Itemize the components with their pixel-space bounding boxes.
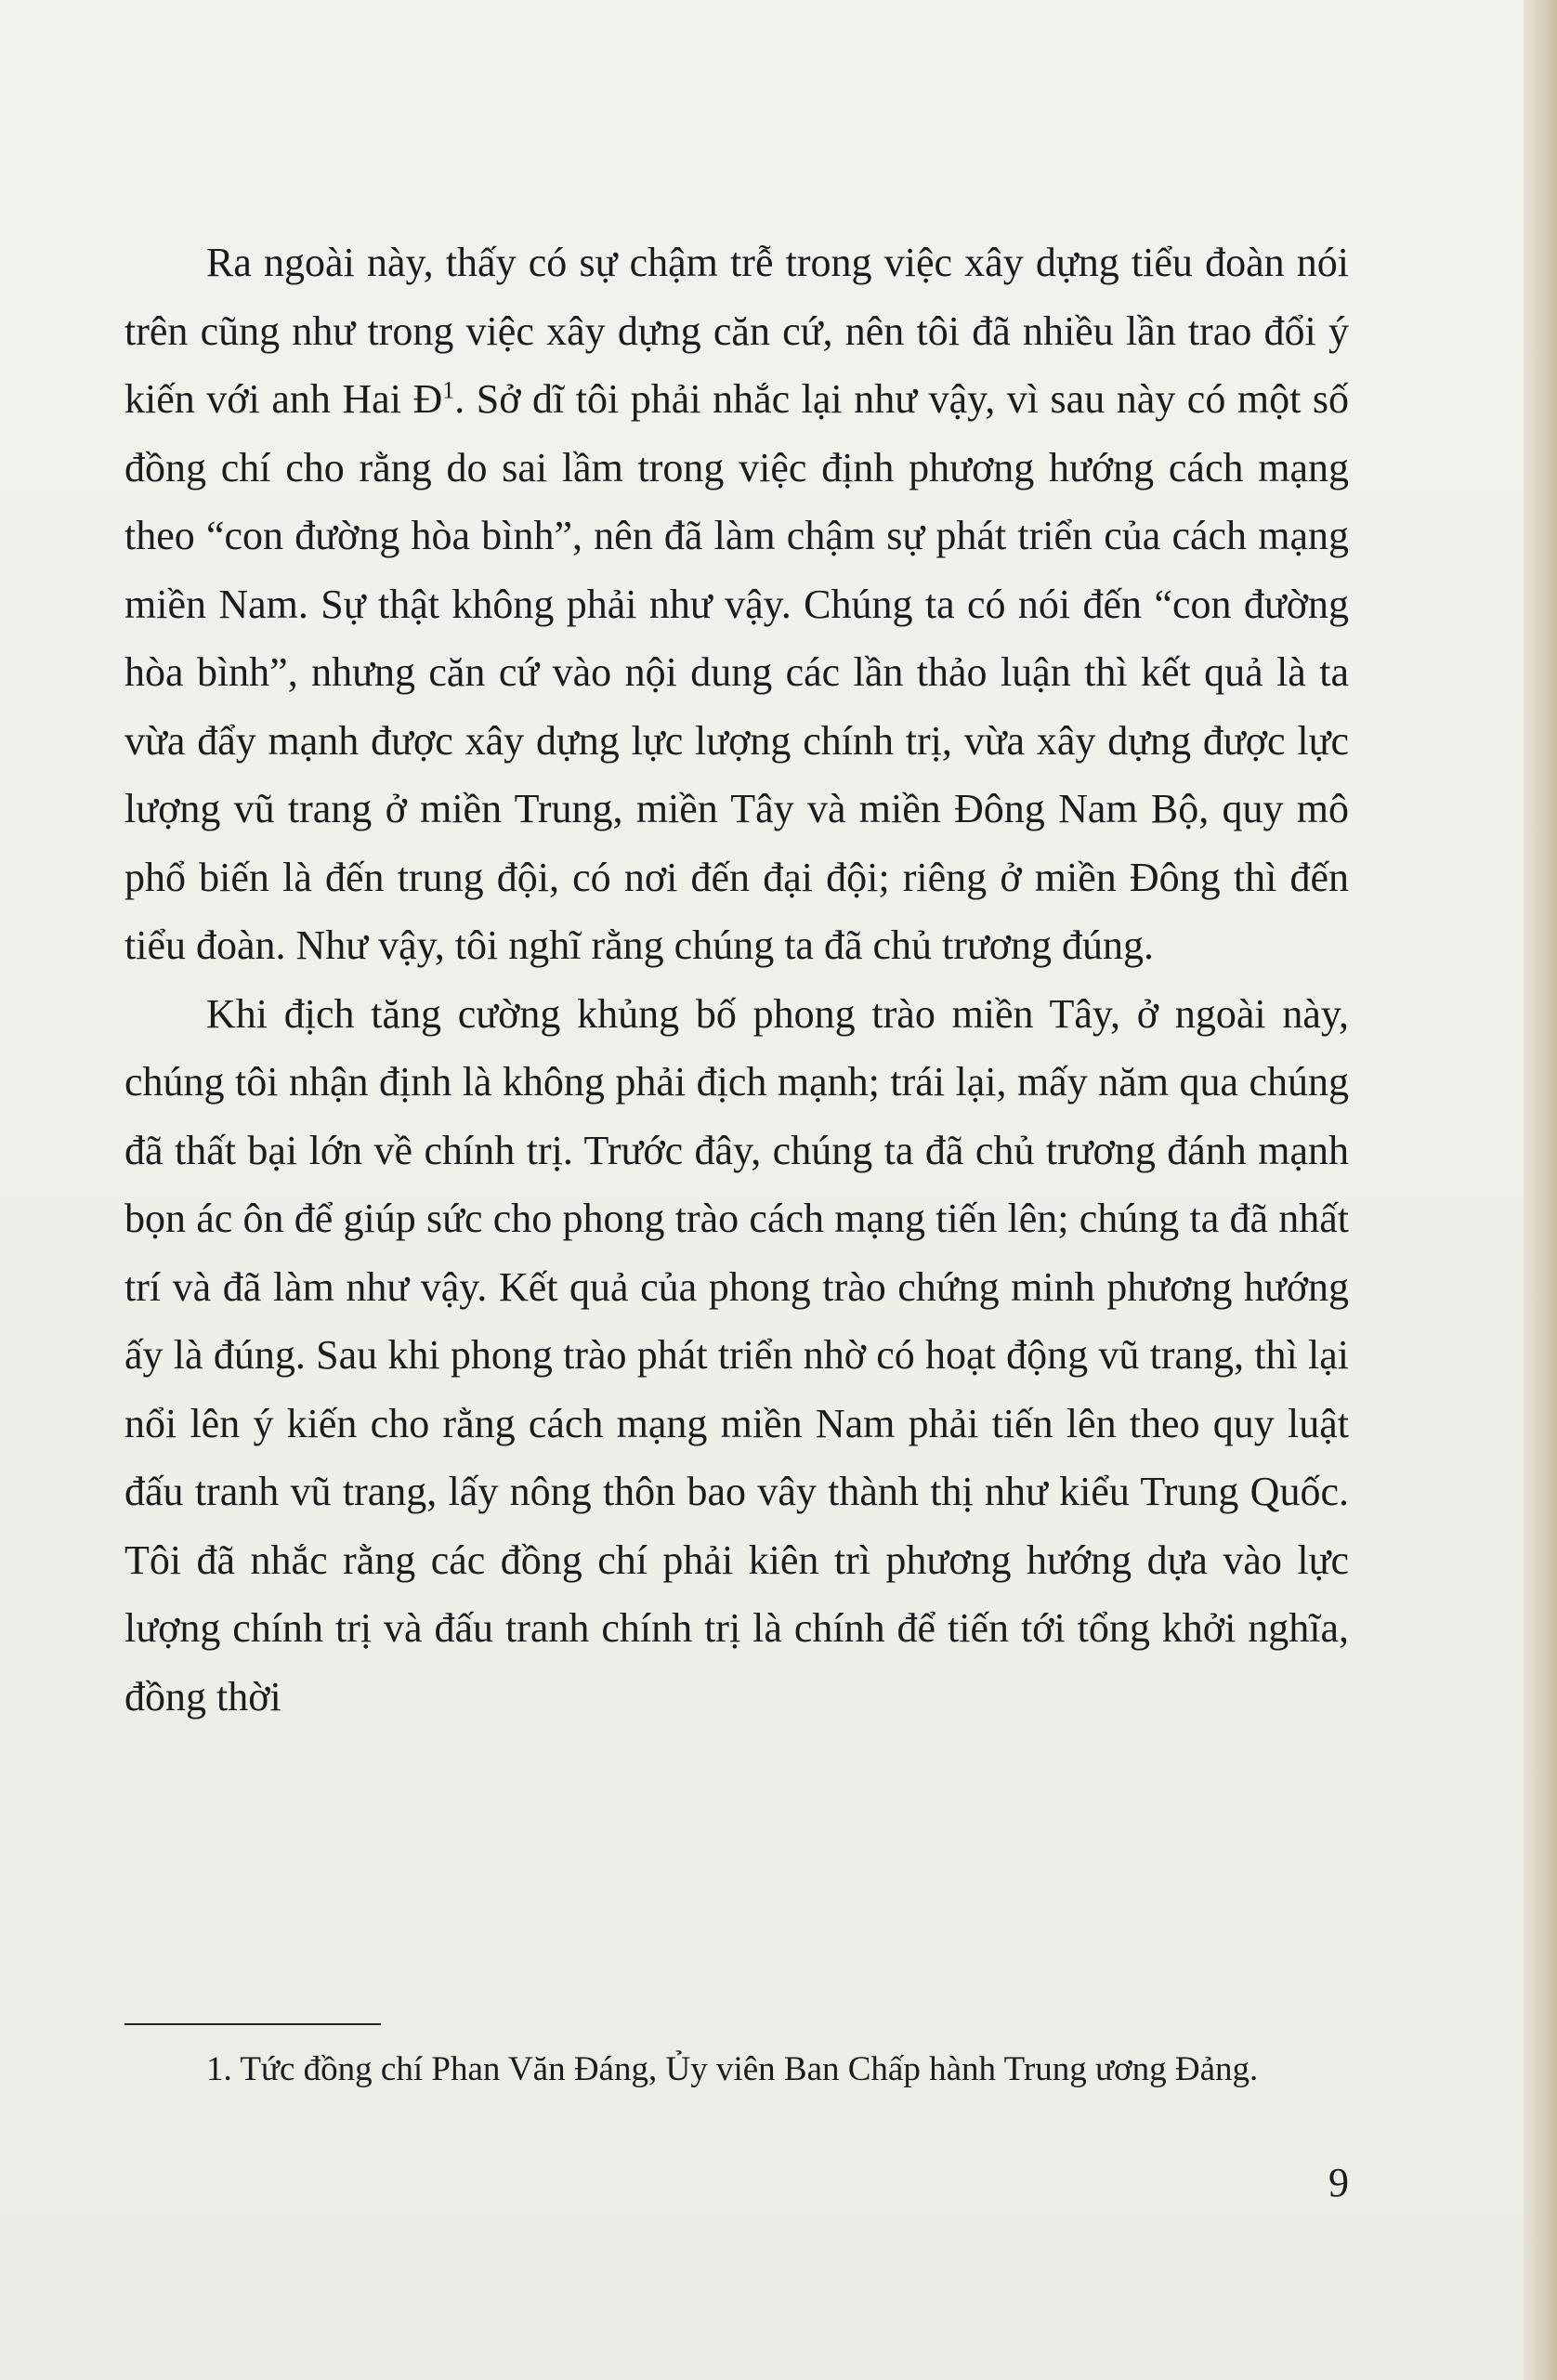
footnote: 1. Tức đồng chí Phan Văn Đáng, Ủy viên Ban Chấp hành Trung ương Đảng. <box>206 2050 1259 2088</box>
paragraph-1-text-a: Ra ngoài này, thấy có sự chậm trễ trong việc xây dựng tiểu đoàn nói trên cũng như trong việc xây dựng căn cứ, nên tôi đã nhiều lần trao đổi ý kiến với anh Hai Đ <box>124 240 1349 422</box>
footnote-divider <box>124 2023 381 2025</box>
paragraph-2: Khi địch tăng cường khủng bố phong trào miền Tây, ở ngoài này, chúng tôi nhận định là không phải địch mạnh; trái lại, mấy năm qua chúng đã thất bại lớn về chính trị. Trước đây, chúng ta đã chủ trương đánh mạnh bọn ác ôn để giúp sức cho phong trào cách mạng tiến lên; chúng ta đã nhất trí và đã làm như vậy. Kết quả của phong trào chứng minh phương hướng ấy là đúng. Sau khi phong trào phát triển nhờ có hoạt động vũ trang, thì lại nổi lên ý kiến cho rằng cách mạng miền Nam phải tiến lên theo quy luật đấu tranh vũ trang, lấy nông thôn bao vây thành thị như kiểu Trung Quốc. Tôi đã nhắc rằng các đồng chí phải kiên trì phương hướng dựa vào lực lượng chính trị và đấu tranh chính trị là chính để tiến tới tổng khởi nghĩa, đồng thời <box>124 990 1349 1720</box>
paragraph-1-text-b: . Sở dĩ tôi phải nhắc lại như vậy, vì sau này có một số đồng chí cho rằng do sai lầm trong việc định phương hướng cách mạng theo “con đường hòa bình”, nên đã làm chậm sự phát triển của cách mạng miền Nam. Sự thật không phải như vậy. Chúng ta có nói đến “con đường hòa bình”, nhưng căn cứ vào nội dung các lần thảo luận thì kết quả là ta vừa đẩy mạnh được xây dựng lực lượng chính trị, vừa xây dựng được lực lượng vũ trang ở miền Trung, miền Tây và miền Đông Nam Bộ, quy mô phổ biến là đến trung đội, có nơi đến đại đội; riêng ở miền Đông thì đến tiểu đoàn. Như vậy, tôi nghĩ rằng chúng ta đã chủ trương đúng. <box>124 376 1349 968</box>
page-edge <box>1524 0 1557 2380</box>
footnote-reference: 1 <box>442 376 455 404</box>
page-number: 9 <box>1328 2160 1349 2205</box>
body-text <box>124 229 1349 1731</box>
paragraph-1 <box>124 229 1349 980</box>
